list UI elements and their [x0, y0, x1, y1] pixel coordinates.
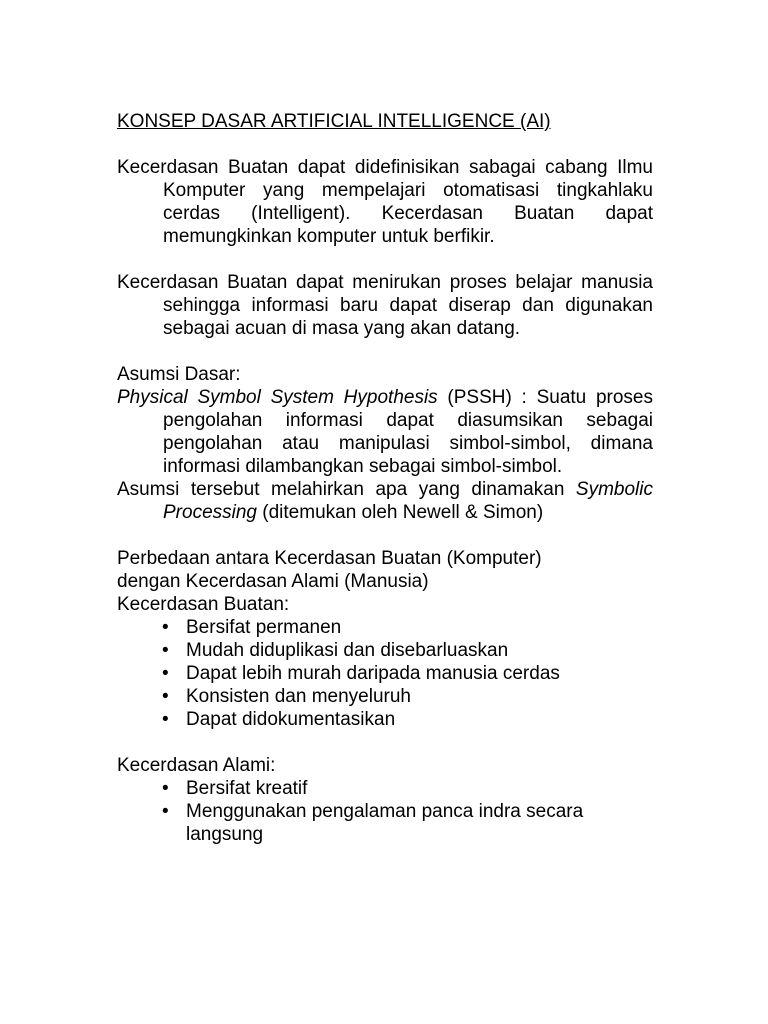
- list-item-text: Dapat lebih murah daripada manusia cerdas: [186, 663, 560, 684]
- list-item-text: Bersifat permanen: [186, 617, 342, 638]
- list-item: [162, 777, 653, 800]
- bullet-icon: •: [162, 663, 169, 684]
- symbolic-term: Symbolic Processing: [163, 479, 653, 523]
- artificial-list: [117, 616, 653, 731]
- comparison-line-2: dengan Kecerdasan Alami (Manusia): [117, 571, 429, 592]
- list-item: [162, 685, 653, 708]
- document-body: [117, 110, 653, 846]
- bullet-icon: •: [162, 686, 169, 707]
- list-item-text: Konsisten dan menyeluruh: [186, 686, 411, 707]
- natural-heading: Kecerdasan Alami:: [117, 755, 276, 776]
- bullet-icon: •: [162, 617, 169, 638]
- list-item-text: Mudah diduplikasi dan disebarluaskan: [186, 640, 509, 661]
- symbolic-paragraph: [117, 478, 653, 524]
- learning-paragraph: Kecerdasan Buatan dapat menirukan proses belajar manusia sehingga informasi baru dapat diserap dan digunakan sebagai acuan di masa yang akan datang.: [117, 272, 653, 339]
- list-item: [162, 800, 653, 846]
- list-item: [162, 616, 653, 639]
- comparison-line-1: Perbedaan antara Kecerdasan Buatan (Komputer): [117, 548, 542, 569]
- list-item-text: Menggunakan pengalaman panca indra secara langsung: [186, 801, 584, 845]
- artificial-heading: Kecerdasan Buatan:: [117, 594, 290, 615]
- document-title: KONSEP DASAR ARTIFICIAL INTELLIGENCE (AI): [117, 111, 551, 132]
- natural-list: [117, 777, 653, 846]
- pssh-paragraph: [117, 386, 653, 478]
- assumption-heading: Asumsi Dasar:: [117, 364, 241, 385]
- pssh-term: Physical Symbol System Hypothesis: [117, 387, 438, 408]
- bullet-icon: •: [162, 778, 169, 799]
- symbolic-text-before: Asumsi tersebut melahirkan apa yang dinamakan: [117, 479, 576, 500]
- bullet-icon: •: [162, 640, 169, 661]
- bullet-icon: •: [162, 801, 169, 822]
- list-item: [162, 662, 653, 685]
- list-item-text: Dapat didokumentasikan: [186, 709, 396, 730]
- definition-paragraph: Kecerdasan Buatan dapat didefinisikan sabagai cabang Ilmu Komputer yang mempelajari otomatisasi tingkahlaku cerdas (Intelligent). Kecerdasan Buatan dapat memungkinkan komputer untuk berfikir.: [117, 157, 653, 247]
- list-item: [162, 639, 653, 662]
- list-item-text: Bersifat kreatif: [186, 778, 308, 799]
- bullet-icon: •: [162, 709, 169, 730]
- symbolic-text-after: (ditemukan oleh Newell & Simon): [257, 502, 544, 523]
- list-item: [162, 708, 653, 731]
- pssh-text: (PSSH) : Suatu proses pengolahan informasi dapat diasumsikan sebagai pengolahan atau manipulasi simbol-simbol, dimana informasi dilambangkan sebagai simbol-simbol.: [163, 387, 653, 477]
